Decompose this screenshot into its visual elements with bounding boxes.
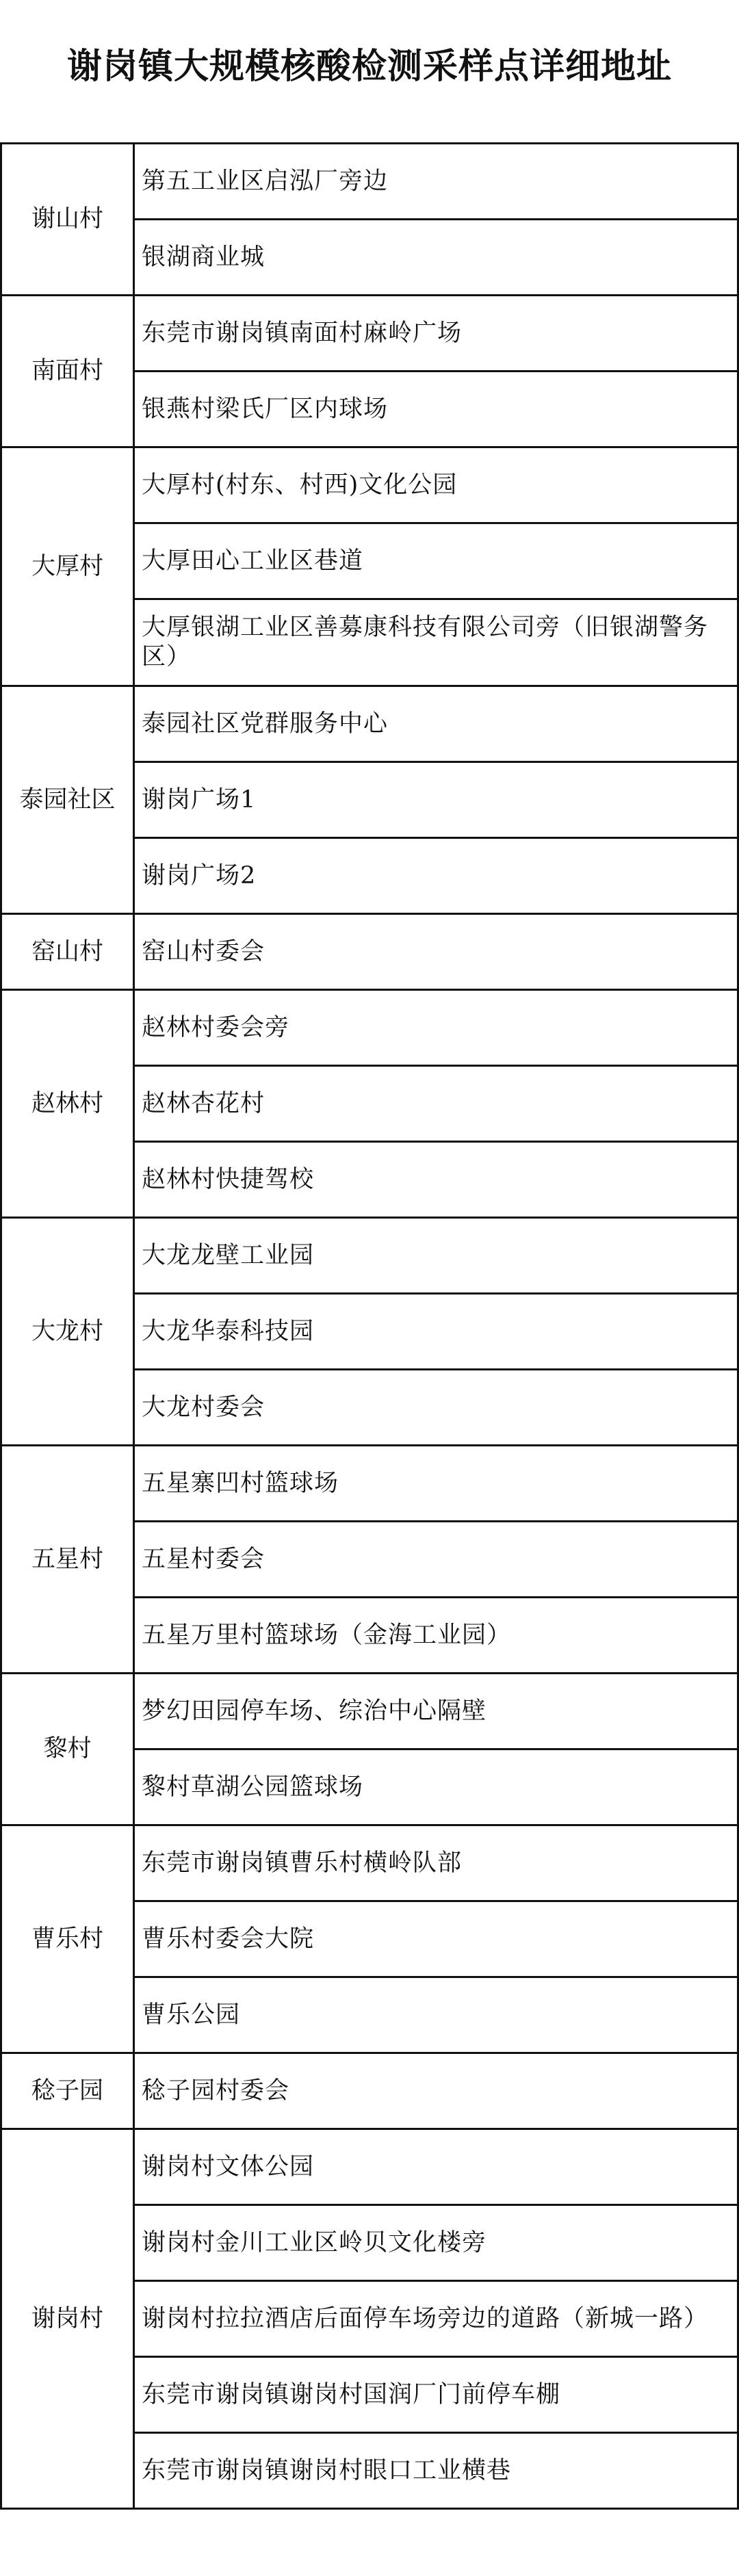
sampling-site-cell: 窑山村委会 <box>134 914 738 990</box>
village-name-cell: 谢山村 <box>1 144 134 296</box>
sampling-site-cell: 东莞市谢岗镇南面村麻岭广场 <box>134 296 738 372</box>
sampling-site-cell: 大厚田心工业区巷道 <box>134 523 738 599</box>
sampling-site-cell: 谢岗村文体公园 <box>134 2129 738 2205</box>
village-name-cell: 南面村 <box>1 296 134 447</box>
table-row <box>1 2053 738 2129</box>
sampling-site-cell: 东莞市谢岗镇曹乐村横岭队部 <box>134 1825 738 1901</box>
sampling-site-cell: 泰园社区党群服务中心 <box>134 686 738 762</box>
sampling-site-cell: 大厚银湖工业区善募康科技有限公司旁（旧银湖警务区） <box>134 599 738 686</box>
sampling-site-cell: 大龙村委会 <box>134 1370 738 1446</box>
table-row <box>1 2129 738 2205</box>
sampling-site-cell: 黎村草湖公园篮球场 <box>134 1749 738 1825</box>
sampling-site-cell: 大龙华泰科技园 <box>134 1294 738 1370</box>
sampling-site-cell: 银湖商业城 <box>134 220 738 296</box>
sampling-site-cell: 曹乐公园 <box>134 1977 738 2053</box>
village-name-cell: 谢岗村 <box>1 2129 134 2509</box>
page-title: 谢岗镇大规模核酸检测采样点详细地址 <box>66 47 672 87</box>
sampling-sites-table <box>0 142 739 2510</box>
village-name-cell: 五星村 <box>1 1446 134 1674</box>
sampling-site-cell: 东莞市谢岗镇谢岗村国润厂门前停车棚 <box>134 2357 738 2433</box>
table-row <box>1 990 738 1066</box>
table-row <box>1 686 738 762</box>
table-row <box>1 144 738 220</box>
village-name-cell: 稔子园 <box>1 2053 134 2129</box>
sampling-site-cell: 大龙龙壁工业园 <box>134 1218 738 1294</box>
sampling-site-cell: 大厚村(村东、村西)文化公园 <box>134 447 738 523</box>
table-row <box>1 447 738 523</box>
village-name-cell: 赵林村 <box>1 990 134 1218</box>
table-row <box>1 914 738 990</box>
village-name-cell: 大厚村 <box>1 447 134 686</box>
sampling-site-cell: 五星村委会 <box>134 1522 738 1598</box>
table-row <box>1 296 738 372</box>
sampling-site-cell: 赵林杏花村 <box>134 1066 738 1142</box>
sampling-site-cell: 银燕村梁氏厂区内球场 <box>134 372 738 447</box>
sampling-site-cell: 稔子园村委会 <box>134 2053 738 2129</box>
sampling-site-cell: 赵林村快捷驾校 <box>134 1142 738 1218</box>
sampling-site-cell: 赵林村委会旁 <box>134 990 738 1066</box>
table-row <box>1 1446 738 1522</box>
sampling-site-cell: 谢岗村金川工业区岭贝文化楼旁 <box>134 2205 738 2281</box>
village-name-cell: 大龙村 <box>1 1218 134 1446</box>
sampling-site-cell: 曹乐村委会大院 <box>134 1901 738 1977</box>
village-name-cell: 泰园社区 <box>1 686 134 914</box>
sampling-site-cell: 东莞市谢岗镇谢岗村眼口工业横巷 <box>134 2433 738 2509</box>
sampling-site-cell: 谢岗村拉拉酒店后面停车场旁边的道路（新城一路） <box>134 2281 738 2357</box>
village-name-cell: 曹乐村 <box>1 1825 134 2053</box>
sampling-site-cell: 五星万里村篮球场（金海工业园） <box>134 1598 738 1674</box>
sampling-site-cell: 谢岗广场1 <box>134 762 738 838</box>
sampling-site-cell: 梦幻田园停车场、综治中心隔壁 <box>134 1674 738 1749</box>
village-name-cell: 窑山村 <box>1 914 134 990</box>
sampling-site-cell: 五星寨凹村篮球场 <box>134 1446 738 1522</box>
table-row <box>1 1825 738 1901</box>
table-row <box>1 1218 738 1294</box>
village-name-cell: 黎村 <box>1 1674 134 1825</box>
sampling-site-cell: 第五工业区启泓厂旁边 <box>134 144 738 220</box>
table-row <box>1 1674 738 1749</box>
sampling-site-cell: 谢岗广场2 <box>134 838 738 914</box>
